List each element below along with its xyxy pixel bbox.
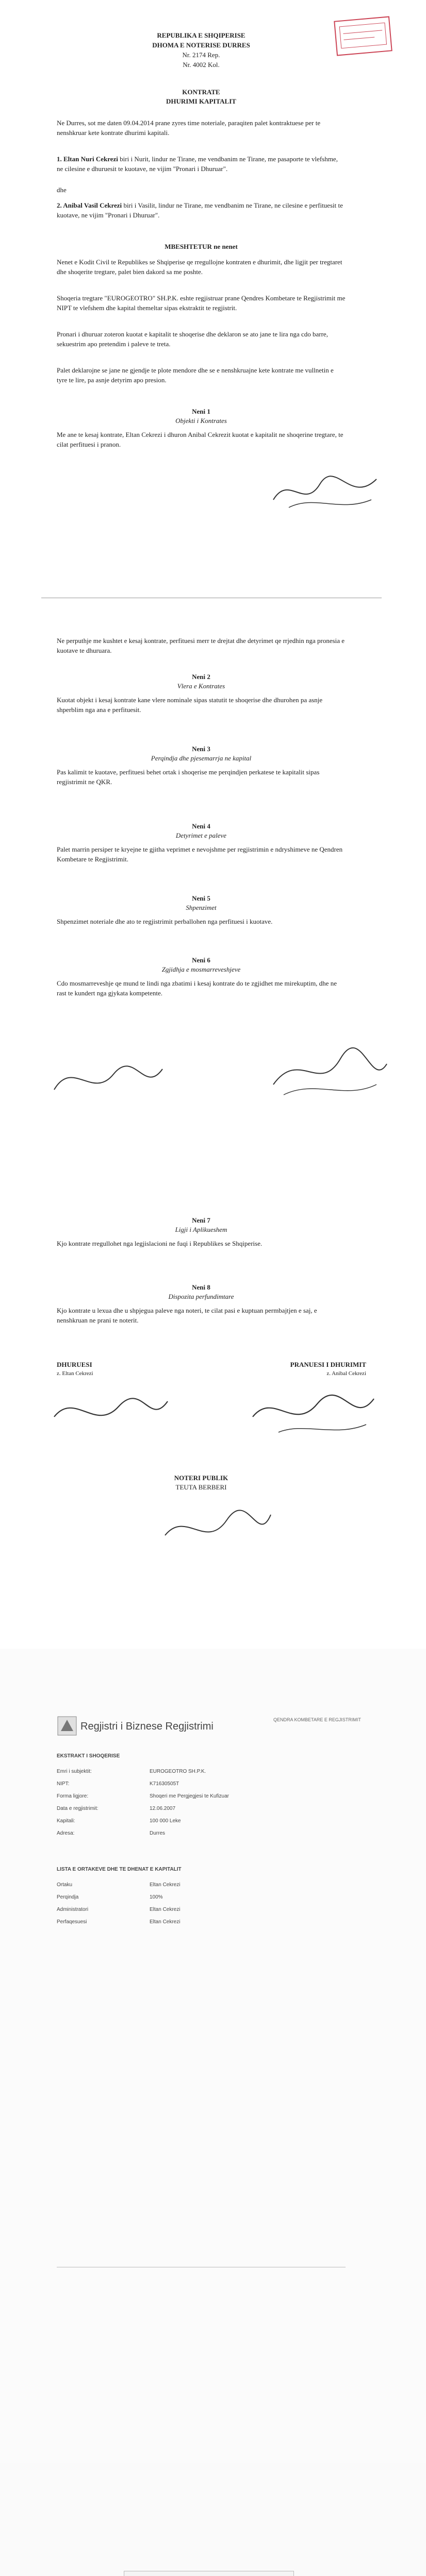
nen6-title: Neni 6 bbox=[192, 956, 210, 964]
nen4-text: Palet marrin persiper te kryejne te gjitha veprimet e nevojshme per regjistrimin e ndryshimeve ne Qendren Kombetare te Regjistrimit. bbox=[57, 845, 343, 863]
registry-row bbox=[57, 1804, 346, 1815]
page2-paragraph-1: Ne perputhje me kushtet e kesaj kontrate, perfituesi merr te drejtat dhe detyrimet qe rrjedhin nga pronesia e kuotave te dhuruara. bbox=[57, 637, 345, 654]
signatory-left-name: z. Eltan Cekrezi bbox=[57, 1370, 93, 1377]
and-text: dhe bbox=[57, 186, 67, 194]
id-documents-page bbox=[0, 2463, 426, 2576]
registry-row-value: K71630505T bbox=[150, 1781, 179, 1787]
shareholders-title bbox=[57, 1865, 346, 1875]
nen2-title: Neni 2 bbox=[192, 673, 210, 681]
shareholder-row bbox=[57, 1893, 346, 1903]
rep-number: Nr. 2174 Rep. bbox=[182, 50, 220, 59]
nen4-subtitle: Detyrimet e paleve bbox=[175, 832, 227, 839]
signatory-right-role: PRANUESI I DHURIMIT bbox=[290, 1361, 366, 1368]
section-title: MBESHTETUR ne nenet bbox=[165, 243, 238, 250]
registry-row bbox=[57, 1767, 346, 1777]
registry-row-value: Durres bbox=[150, 1831, 166, 1836]
registry-row bbox=[57, 1780, 346, 1790]
contract-subtitle: DHURIMI KAPITALIT bbox=[166, 97, 236, 105]
registry-row bbox=[57, 1792, 346, 1802]
nen8-subtitle: Dispozita perfundimtare bbox=[168, 1293, 234, 1300]
registry-row bbox=[57, 1829, 346, 1839]
registry-row-label: Data e regjistrimit: bbox=[57, 1806, 99, 1811]
signature-scribble-1 bbox=[268, 464, 387, 520]
party-1-name: 1. Eltan Nuri Cekrezi bbox=[57, 155, 118, 163]
nen6-subtitle: Zgjidhja e mosmarreveshjeve bbox=[161, 965, 241, 973]
shareholder-row-value: Eltan Cekrezi bbox=[150, 1907, 181, 1912]
signatory-right bbox=[242, 1360, 366, 1378]
contract-title: KONTRATE bbox=[182, 88, 220, 96]
shareholder-row-label: Ortaku bbox=[57, 1882, 73, 1888]
registry-row-label: Kapitali: bbox=[57, 1818, 75, 1824]
registry-row-label: Adresa: bbox=[57, 1831, 75, 1836]
signature-donor bbox=[46, 1386, 175, 1448]
shareholder-row-value: Eltan Cekrezi bbox=[150, 1882, 181, 1888]
signature-scribble-3 bbox=[268, 1038, 392, 1105]
shareholder-row bbox=[57, 1880, 346, 1891]
party-1-desc: biri i Nurit, lindur ne Tirane, me vendbanim ne Tirane, me pasaporte te vlefshme, ne cilesine e dhuruesit te kuotave, ne vijim "Pronari i Dhuruar". bbox=[57, 155, 338, 173]
contract-page-3 bbox=[0, 1185, 426, 1649]
signatory-left bbox=[57, 1360, 181, 1378]
header-line-1: REPUBLIKA E SHQIPERISE bbox=[157, 31, 245, 39]
registry-row-label: Forma ligjore: bbox=[57, 1793, 89, 1799]
registry-row-label: NIPT: bbox=[57, 1781, 70, 1787]
kol-number: Nr. 4002 Kol. bbox=[183, 60, 220, 69]
signatory-right-name: z. Anibal Cekrezi bbox=[326, 1370, 366, 1377]
contract-page-2 bbox=[0, 605, 426, 1185]
shareholder-row bbox=[57, 1918, 346, 1928]
nen4-title: Neni 4 bbox=[192, 822, 210, 830]
nen2-text: Kuotat objekt i kesaj kontrate kane vlere nominale sipas statutit te shoqerise dhe dhurohen pa asnje shperblim nga ana e perfituesit. bbox=[57, 696, 323, 714]
nen3-text: Pas kalimit te kuotave, perfituesi behet ortak i shoqerise me perqindjen perkatese te kapitalit sipas regjistrimit ne QKR. bbox=[57, 768, 320, 786]
extract-title-text: EKSTRAKT I SHOQERISE bbox=[57, 1753, 120, 1759]
stamp-mark-icon bbox=[337, 21, 389, 50]
document-header bbox=[57, 31, 346, 70]
nen6-text: Cdo mosmarreveshje qe mund te lindi nga zbatimi i kesaj kontrate do te zgjidhet me mirekuptim, dhe ne rast te kundert nga gjykata kompetente. bbox=[57, 979, 337, 997]
signature-notary bbox=[155, 1499, 278, 1561]
registration-stamp bbox=[334, 16, 392, 56]
nen5-text: Shpenzimet noteriale dhe ato te regjistrimit perballohen nga perfituesi i kuotave. bbox=[57, 918, 273, 925]
nen3-subtitle: Perqindja dhe pjesemarrja ne kapital bbox=[151, 754, 252, 762]
nen1-title: Neni 1 bbox=[192, 408, 210, 415]
nen5-subtitle: Shpenzimet bbox=[186, 904, 217, 911]
shareholder-row bbox=[57, 1905, 346, 1916]
party-1 bbox=[57, 155, 346, 174]
nen7-subtitle: Ligji i Aplikueshem bbox=[175, 1226, 227, 1233]
nen1-text: Me ane te kesaj kontrate, Eltan Cekrezi i dhuron Anibal Cekrezit kuotat e kapitalit ne shoqerine tregtare, te cilat perfituesi i pranon. bbox=[57, 431, 343, 448]
party-2-name: 2. Anibal Vasil Cekrezi bbox=[57, 201, 122, 209]
nen3-title: Neni 3 bbox=[192, 745, 210, 753]
article-d: Palet deklarojne se jane ne gjendje te plote mendore dhe se e nenshkruajne kete kontrate me vullnetin e tyre te lire, pa asnje detyrim apo presion. bbox=[57, 366, 334, 384]
signature-recipient bbox=[248, 1381, 382, 1448]
registry-row-value: 12.06.2007 bbox=[150, 1806, 176, 1811]
registry-row-value: EUROGEOTRO SH.P.K. bbox=[150, 1769, 206, 1774]
registry-row-value: Shoqeri me Pergjegjesi te Kufizuar bbox=[150, 1793, 229, 1799]
shareholder-row-label: Administratori bbox=[57, 1907, 89, 1912]
party-2 bbox=[57, 201, 346, 221]
intro-paragraph: Ne Durres, sot me daten 09.04.2014 prane zyres time noteriale, paraqiten palet kontraktuese per te nenshkruar kete kontrate dhurimi kapitali. bbox=[57, 119, 321, 137]
shareholder-row-label: Perfaqesuesi bbox=[57, 1919, 87, 1925]
registry-row-label: Emri i subjektit: bbox=[57, 1769, 92, 1774]
registry-subtitle: QENDRA KOMBETARE E REGJISTRIMIT bbox=[273, 1717, 361, 1722]
registry-extract-page bbox=[0, 1649, 426, 2463]
header-line-2: DHOMA E NOTERISE DURRES bbox=[152, 41, 250, 49]
article-c: Pronari i dhuruar zoteron kuotat e kapitalit te shoqerise dhe deklaron se ato jane te lira nga cdo barre, sekuestrim apo pretendim i paleve te treta. bbox=[57, 330, 328, 348]
nen2-subtitle: Vlera e Kontrates bbox=[177, 682, 225, 690]
shareholders-title-text: LISTA E ORTAKEVE DHE TE DHENAT E KAPITALIT bbox=[57, 1867, 182, 1872]
article-b: Shoqeria tregtare "EUROGEOTRO" SH.P.K. eshte regjistruar prane Qendres Kombetare te Regjistrimit me NIPT te vlefshem dhe kapital themeltar sipas ekstraktit te regjistrit. bbox=[57, 294, 346, 312]
nen8-title: Neni 8 bbox=[192, 1283, 210, 1291]
registry-title: Regjistri i Biznese Regjistrimi bbox=[80, 1721, 214, 1732]
shareholder-row-label: Perqindja bbox=[57, 1894, 79, 1900]
registry-logo-icon bbox=[57, 1716, 77, 1736]
article-a: Nenet e Kodit Civil te Republikes se Shqiperise qe rregullojne kontraten e dhurimit, dhe ligjit per tregtaret dhe shoqerite tregtare, palet bien dakord sa me poshte. bbox=[57, 258, 342, 276]
registry-header bbox=[57, 1710, 366, 1741]
shareholder-row-value: Eltan Cekrezi bbox=[150, 1919, 181, 1925]
nen1-subtitle: Objekti i Kontrates bbox=[175, 417, 227, 425]
registry-row-value: 100 000 Leke bbox=[150, 1818, 181, 1824]
id-card-1 bbox=[124, 2571, 294, 2576]
party-2-desc: biri i Vasilit, lindur ne Tirane, me vendbanim ne Tirane, ne cilesine e perfituesit te kuotave, ne vijim "Pronari i Dhuruar". bbox=[57, 201, 343, 219]
extract-title bbox=[57, 1752, 346, 1762]
nen8-text: Kjo kontrate u lexua dhe u shpjegua paleve nga noteri, te cilat pasi e kuptuan permbajtjen e saj, e nenshkruan ne prani te noterit. bbox=[57, 1307, 317, 1324]
notary-name: TEUTA BERBERI bbox=[175, 1483, 227, 1491]
registry-row bbox=[57, 1817, 346, 1827]
nen7-text: Kjo kontrate rregullohet nga legjislacioni ne fuqi i Republikes se Shqiperise. bbox=[57, 1240, 263, 1247]
shareholder-row-value: 100% bbox=[150, 1894, 163, 1900]
nen7-title: Neni 7 bbox=[192, 1216, 210, 1224]
nen5-title: Neni 5 bbox=[192, 894, 210, 902]
signature-scribble-2 bbox=[46, 1048, 170, 1110]
contract-page-1 bbox=[0, 0, 426, 606]
signatory-left-role: DHURUESI bbox=[57, 1361, 92, 1368]
notary-title: NOTERI PUBLIK bbox=[174, 1474, 228, 1482]
